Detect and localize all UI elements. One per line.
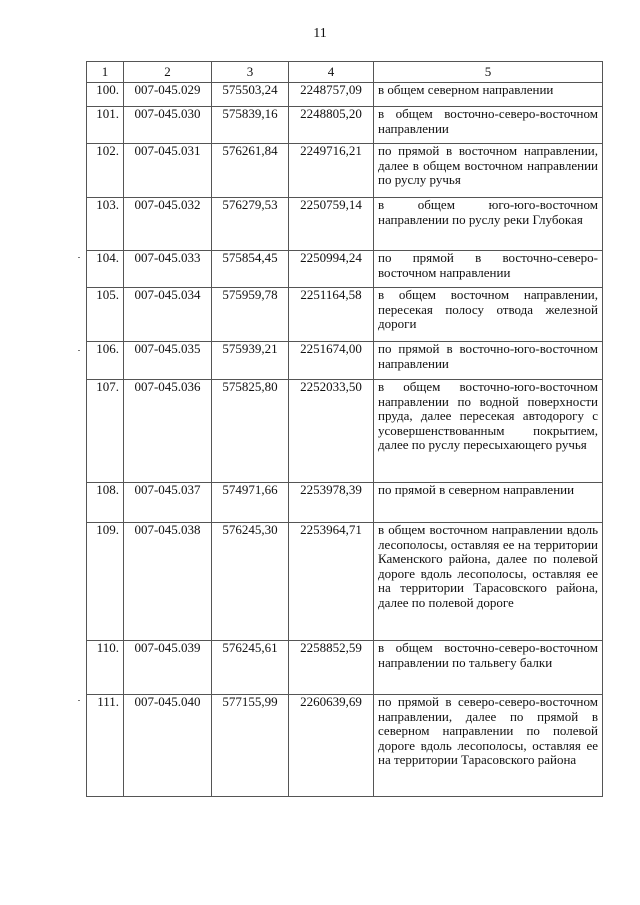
header-cell: 4	[289, 62, 374, 83]
coord-y: 2249716,21	[289, 144, 374, 198]
coord-y: 2248805,20	[289, 107, 374, 144]
point-number: 102.	[87, 144, 124, 198]
margin-mark	[78, 700, 80, 701]
coord-y: 2250994,24	[289, 251, 374, 288]
coord-x: 575959,78	[212, 288, 289, 342]
direction-description: в общем северном направлении	[374, 83, 603, 107]
direction-description: по прямой в восточном направлении, далее в общем восточном направлении по руслу ручья	[374, 144, 603, 198]
point-number: 104.	[87, 251, 124, 288]
point-number: 103.	[87, 198, 124, 251]
direction-description: по прямой в восточно-юго-восточном направлении	[374, 342, 603, 380]
header-cell: 5	[374, 62, 603, 83]
coord-x: 575825,80	[212, 380, 289, 483]
coord-x: 576245,61	[212, 641, 289, 695]
point-number: 108.	[87, 483, 124, 523]
coord-x: 575854,45	[212, 251, 289, 288]
coord-x: 576245,30	[212, 523, 289, 641]
coord-x: 575839,16	[212, 107, 289, 144]
coord-x: 576261,84	[212, 144, 289, 198]
coord-x: 574971,66	[212, 483, 289, 523]
coord-x: 575939,21	[212, 342, 289, 380]
coord-y: 2260639,69	[289, 695, 374, 797]
point-code: 007-045.038	[124, 523, 212, 641]
point-code: 007-045.039	[124, 641, 212, 695]
coord-y: 2252033,50	[289, 380, 374, 483]
table-row	[87, 198, 603, 251]
table-row	[87, 107, 603, 144]
coord-y: 2248757,09	[289, 83, 374, 107]
point-code: 007-045.040	[124, 695, 212, 797]
header-cell: 3	[212, 62, 289, 83]
table-row	[87, 483, 603, 523]
coord-y: 2258852,59	[289, 641, 374, 695]
point-number: 107.	[87, 380, 124, 483]
point-number: 110.	[87, 641, 124, 695]
direction-description: по прямой в северо-северо-восточном направлении, далее по прямой в северном направлении по полевой дороге вдоль лесополосы, оставляя ее на территории Тарасовского района	[374, 695, 603, 797]
point-code: 007-045.035	[124, 342, 212, 380]
coord-y: 2253964,71	[289, 523, 374, 641]
point-code: 007-045.036	[124, 380, 212, 483]
table-header-row	[87, 62, 603, 83]
point-number: 106.	[87, 342, 124, 380]
point-code: 007-045.033	[124, 251, 212, 288]
table-row	[87, 144, 603, 198]
direction-description: по прямой в восточно-северо-восточном направлении	[374, 251, 603, 288]
point-code: 007-045.029	[124, 83, 212, 107]
point-number: 109.	[87, 523, 124, 641]
margin-mark	[78, 350, 80, 351]
direction-description: в общем восточном направлении, пересекая полосу отвода железной дороги	[374, 288, 603, 342]
coord-y: 2251164,58	[289, 288, 374, 342]
coord-y: 2250759,14	[289, 198, 374, 251]
table-row	[87, 380, 603, 483]
direction-description: в общем восточно-юго-восточном направлении по водной поверхности пруда, далее пересекая автодорогу с усовершенствованным покрытием, далее по руслу пересыхающего ручья	[374, 380, 603, 483]
direction-description: в общем восточно-северо-восточном направлении	[374, 107, 603, 144]
point-code: 007-045.034	[124, 288, 212, 342]
header-cell: 1	[87, 62, 124, 83]
point-number: 100.	[87, 83, 124, 107]
table-row	[87, 83, 603, 107]
coord-y: 2251674,00	[289, 342, 374, 380]
table-row	[87, 288, 603, 342]
coord-x: 577155,99	[212, 695, 289, 797]
margin-mark	[78, 257, 80, 258]
header-cell: 2	[124, 62, 212, 83]
boundary-points-table	[86, 61, 603, 797]
table-row	[87, 641, 603, 695]
point-number: 101.	[87, 107, 124, 144]
direction-description: в общем юго-юго-восточном направлении по руслу реки Глубокая	[374, 198, 603, 251]
point-code: 007-045.037	[124, 483, 212, 523]
coord-x: 575503,24	[212, 83, 289, 107]
table-row	[87, 342, 603, 380]
direction-description: по прямой в северном направлении	[374, 483, 603, 523]
table-row	[87, 695, 603, 797]
point-code: 007-045.030	[124, 107, 212, 144]
page-number: 11	[313, 26, 327, 41]
coord-y: 2253978,39	[289, 483, 374, 523]
direction-description: в общем восточном направлении вдоль лесополосы, оставляя ее на территории Каменского района, далее по полевой дороге вдоль лесополосы, оставляя ее на территории Тарасовского района, далее по полевой дороге	[374, 523, 603, 641]
table-row	[87, 251, 603, 288]
point-number: 105.	[87, 288, 124, 342]
point-code: 007-045.031	[124, 144, 212, 198]
point-number: 111.	[87, 695, 124, 797]
coord-x: 576279,53	[212, 198, 289, 251]
direction-description: в общем восточно-северо-восточном направлении по тальвегу балки	[374, 641, 603, 695]
point-code: 007-045.032	[124, 198, 212, 251]
table-row	[87, 523, 603, 641]
